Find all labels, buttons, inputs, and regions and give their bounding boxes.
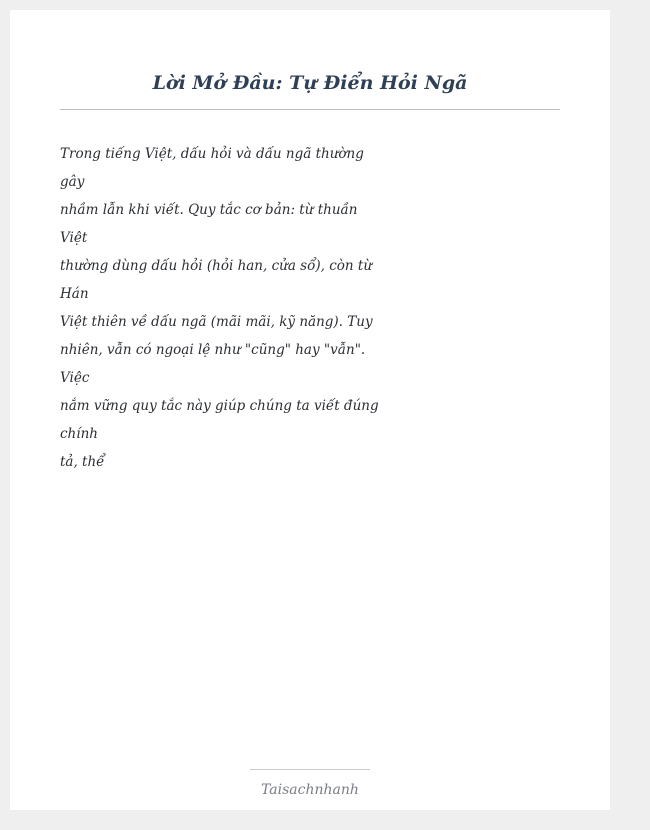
body-line: nắm vững quy tắc này giúp chúng ta viết đúng <box>60 398 379 414</box>
footer-brand: Taisachnhanh <box>261 782 359 798</box>
title-divider <box>60 109 560 110</box>
body-line: Việc <box>60 370 90 386</box>
document-page <box>10 10 610 810</box>
body-line: gây <box>60 174 85 190</box>
body-line: thường dùng dấu hỏi (hỏi han, cửa sổ), còn từ <box>60 258 373 274</box>
body-line: tả, thể <box>60 454 105 470</box>
body-line: Việt <box>60 230 88 246</box>
body-line: chính <box>60 426 98 442</box>
body-line: Hán <box>60 286 89 302</box>
body-line: Trong tiếng Việt, dấu hỏi và dấu ngã thường <box>60 146 364 162</box>
document-title: Lời Mở Đầu: Tự Điển Hỏi Ngã <box>152 72 468 94</box>
body-line: nhiên, vẫn có ngoại lệ như "cũng" hay "vẫn". <box>60 342 366 358</box>
footer-divider <box>250 769 370 770</box>
body-line: Việt thiên về dấu ngã (mãi mãi, kỹ năng). Tuy <box>60 314 373 330</box>
body-line: nhầm lẫn khi viết. Quy tắc cơ bản: từ thuần <box>60 202 358 218</box>
body-text <box>60 140 379 476</box>
